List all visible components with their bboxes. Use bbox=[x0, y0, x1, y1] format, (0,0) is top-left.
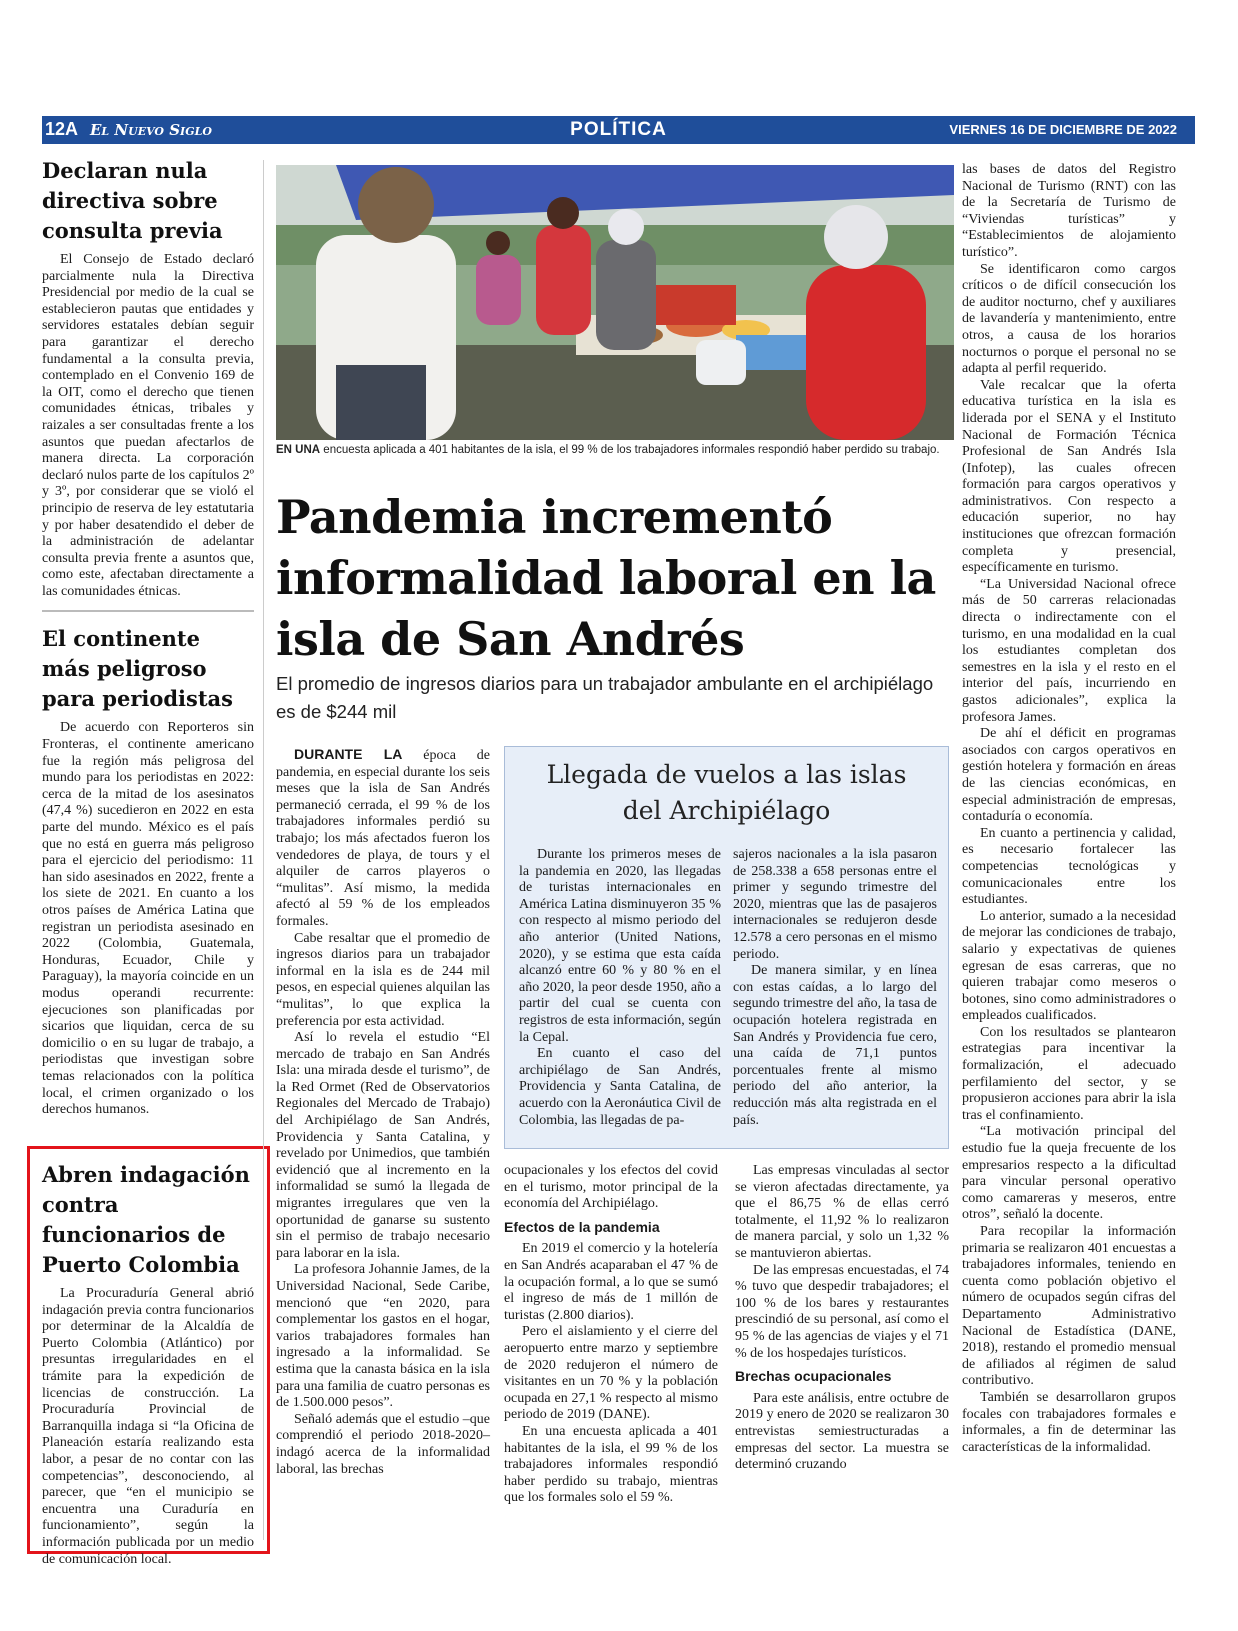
paragraph: Para este análisis, entre octubre de 2019 y enero de 2020 se realizaron 30 entrevistas semiestructuradas a empresas del sector. La muestra se determinó cruzando bbox=[735, 1390, 949, 1473]
paragraph: En cuanto a pertinencia y calidad, es necesario fortalecer las competencias tecnológicas y comunicacionales entre los estudiantes. bbox=[962, 825, 1176, 908]
main-column-2 bbox=[504, 1163, 718, 1507]
paragraph: Señaló además que el estudio –que comprendió el periodo 2018-2020– indagó acerca de la informalidad laboral, las brechas bbox=[276, 1411, 490, 1477]
paragraph: De manera similar, y en línea con estas caídas, a lo largo del segundo trimestre del año, la tasa de ocupación hotelera registrada en San Andrés y Providencia fue cero, una caída de 71,1 puntos porcentuales frente al mismo periodo del año anterior, la reducción más alta registrada en el país. bbox=[733, 963, 937, 1128]
photo-illustration bbox=[276, 165, 954, 440]
paragraph: También se desarrollaron grupos focales con trabajadores formales e informales, a fin de determinar las características de la informalidad. bbox=[962, 1389, 1176, 1455]
issue-date: VIERNES 16 DE DICIEMBRE DE 2022 bbox=[949, 122, 1177, 137]
paragraph: Las empresas vinculadas al sector se vieron afectadas directamente, ya que el 86,75 % de ellas cerró totalmente, el 11,92 % lo realizaron de manera parcial, y solo un 1,32 % se mantuvieron abiertas. bbox=[735, 1163, 949, 1261]
brief-title: El continente más peligroso para periodistas bbox=[42, 626, 233, 712]
paragraph: Con los resultados se plantearon estrategias para incentivar la formalización, el adecuado perfilamiento del sector, y se propusieron acciones para abrir la isla tras el confinamiento. bbox=[962, 1024, 1176, 1123]
brief-consulta-previa bbox=[42, 156, 254, 600]
paragraph: En una encuesta aplicada a 401 habitantes de la isla, el 99 % de los trabajadores informales respondió haber perdido su trabajo, mientras que los formales solo el 59 %. bbox=[504, 1423, 718, 1506]
main-headline: Pandemia incrementó informalidad laboral en la isla de San Andrés bbox=[276, 490, 936, 666]
paragraph: La profesora Johannie James, de la Universidad Nacional, Sede Caribe, mencionó que “en 2020, para complementar los gastos en el hogar, varios trabajadores formales han ingresado a la informalidad. Se estima que la canasta básica en la isla para una familia de cuatro personas es de 1.500.000 pesos”. bbox=[276, 1262, 490, 1411]
paragraph: Vale recalcar que la oferta educativa turística en la isla es liderada por el SENA y el Instituto Nacional de Formación Técnica Profesional de San Andrés Isla (Infotep), las cuales ofrecen formación para cargos operativos y administrativos. Con respecto a educación superior, no hay instituciones que ofrezcan formación completa y presencial, específicamente en turismo. bbox=[962, 377, 1176, 576]
subhead: Brechas ocupacionales bbox=[735, 1368, 892, 1385]
paragraph: Cabe resaltar que el promedio de ingresos diarios para un trabajador informal en la isla es de 244 mil pesos, en especial quienes alquilan las “mulitas”, lo que explica la preferencia por esta actividad. bbox=[276, 930, 490, 1029]
paragraph: sajeros nacionales a la isla pasaron de 258.338 a 658 personas entre el primer y segundo trimestre del 2020, mientras que las de pasajeros internacionales se redujeron desde 12.578 a cero personas en el mismo periodo. bbox=[733, 847, 937, 962]
paragraph: Durante los primeros meses de la pandemia en 2020, las llegadas de turistas internacionales en América Latina disminuyeron 35 % con respecto al mismo periodo del año anterior (United Nations, 2020), y se estima que esta caída alcanzó entre 60 % y 80 % en el año 2020, la peor desde 1950, año a partir del cual se cuenta con registros de esta información, según la Cepal. bbox=[519, 847, 721, 1045]
page-number: 12A bbox=[45, 119, 79, 139]
paragraph: En cuanto el caso del archipiélago de San Andrés, Providencia y Santa Catalina, de acuerdo con la Aeronáutica Civil de Colombia, las llegadas de pa- bbox=[519, 1046, 721, 1128]
brief-puerto-colombia bbox=[42, 1160, 254, 1568]
paragraph: “La motivación principal del estudio fue la queja frecuente de los empresarios respecto a la dificultad para vincular personal operativo como camareras y meseros, entre otros”, señaló la docente. bbox=[962, 1124, 1176, 1223]
paragraph: época de pandemia, en especial durante los seis meses que la isla de San Andrés permaneció cerrada, el 99 % de los trabajadores informales perdió su trabajo; los más afectados fueron los vendedores de playa, de tours y el alquiler de carros playeros o “mulitas”. Así mismo, la medida afectó al 59 % de los empleados formales. bbox=[276, 748, 491, 929]
brief-body: La Procuraduría General abrió indagación previa contra funcionarios por determinar de la Alcaldía de Puerto Colombia (Atlántico) por presuntas irregularidades en el trámite para la expedición de licencias de construcción. La Procuraduría Provincial de Barranquilla indaga si “la Oficina de Planeación estaría realizando esta labor, a pesar de no contar con las competencias”, desconociendo, al parecer, que “en el municipio se encuentra una Curaduría en funcionamiento”, según la información publicada por un medio de comunicación local. bbox=[42, 1286, 254, 1567]
paragraph: De las empresas encuestadas, el 74 % tuvo que despedir trabajadores; el 100 % de los bares y restaurantes prescindió de su personal, así como el 95 % de las agencias de viajes y el 71 % de los hospedajes turísticos. bbox=[735, 1262, 949, 1361]
right-column bbox=[962, 162, 1176, 1456]
paragraph: Lo anterior, sumado a la necesidad de mejorar las condiciones de trabajo, salario y expectativas de quienes egresan de esas carreras, que no quieren trabajar como meseros o botones, sino como administradores o empleados cualificados. bbox=[962, 908, 1176, 1024]
brief-body: El Consejo de Estado declaró parcialmente nula la Directiva Presidencial por medio de la cual se establecieron pautas que entidades y servidores estatales debían seguir para garantizar el derecho fundamental a la consulta previa, contemplado en el Convenio 169 de la OIT, como el derecho que tienen comunidades étnicas, tribales y raizales a ser consultadas frente a los asuntos que puedan afectarlos de manera directa. La corporación declaró nulos parte de los capítulos 2º y 3º, por considerar que se violó el principio de reserva de ley estatutaria y por haber desatendido el deber de la administración de adelantar consulta previa frente a asuntos que, como este, afectaban directamente a las comunidades étnicas. bbox=[42, 252, 254, 599]
section-header-band bbox=[42, 116, 1195, 144]
box-column-1 bbox=[519, 847, 721, 1129]
paragraph: Así lo revela el estudio “El mercado de trabajo en San Andrés Isla: una mirada desde el turismo”, de la Red Ormet (Red de Observatorios Regionales del Mercado de Trabajo) del Archipiélago de San Andrés, Providencia y Santa Catalina, y revelado por Unimedios, que también evidenció que al incremento en la informalidad se sumó la llegada de migrantes irregulares que ven la oportunidad de ganarse su sustento sin el permiso de trabajo necesario para laborar en la isla. bbox=[276, 1030, 490, 1261]
brief-title: Declaran nula directiva sobre consulta previa bbox=[42, 158, 223, 243]
paragraph: “La Universidad Nacional ofrece más de 50 carreras relacionadas directa o indirectamente con el turismo, en una modalidad en la cual los estudiantes completan dos semestres en la isla y el resto en el interior del país, incurriendo en gastos adicionales”, explica la profesora James. bbox=[962, 576, 1176, 725]
brief-periodistas bbox=[42, 624, 254, 1118]
divider bbox=[42, 610, 254, 612]
brief-title: Abren indagación contra funcionarios de Puerto Colombia bbox=[42, 1162, 250, 1277]
main-column-3 bbox=[735, 1163, 949, 1474]
box-title: Llegada de vuelos a las islas del Archipiélago bbox=[546, 760, 907, 825]
paragraph: Para recopilar la información primaria se realizaron 401 encuestas a trabajadores informales, teniendo en cuenta como población objetivo el número de ocupados según cifras del Departamento Administrativo Nacional de Estadística (DANE, 2018), restando el promedio mensual de afiliados al régimen de salud contributivo. bbox=[962, 1224, 1176, 1389]
left-column bbox=[42, 156, 254, 1119]
main-column-1 bbox=[276, 746, 490, 1478]
newspaper-name: El Nuevo Siglo bbox=[90, 121, 212, 139]
brief-body: De acuerdo con Reporteros sin Fronteras, el continente americano fue la región más peligrosa del mundo para los periodistas en 2022: cerca de la mitad de los asesinatos (47,4 %) sucedieron en 2022 en esta parte del mundo. México es el país que no está en guerra más peligroso para el ejercicio del periodismo: 11 han sido asesinados en 2022, frente a los siete de 2021. En cuanto a los otros países de América Latina que registran un periodista asesinado en 2022 (Colombia, Guatemala, Honduras, Ecuador, Chile y Paraguay), la mayoría coincide en un modus operandi recurrente: ejecuciones son planificadas por sicarios que liquidan, cerca de su domicilio o en su lugar de trabajo, a periodistas que investigan sobre temas relacionados con la política local, el crimen organizado o los derechos humanos. bbox=[42, 720, 254, 1118]
caption-lead: EN UNA bbox=[276, 444, 321, 456]
paragraph: las bases de datos del Registro Nacional de Turismo (RNT) con las de la Secretaría de Turismo de “Viviendas turísticas” y “Establecimientos de alojamiento turístico”. bbox=[962, 162, 1176, 260]
section-title: POLÍTICA bbox=[570, 119, 667, 140]
paragraph: De ahí el déficit en programas asociados con cargos operativos en gestión hotelera y formación en áreas de las ciencias económicas, en especial administración de empresas, contaduría o economía. bbox=[962, 726, 1176, 825]
main-deck: El promedio de ingresos diarios para un trabajador ambulante en el archipiélago es de $244 mil bbox=[276, 673, 934, 722]
subhead: Efectos de la pandemia bbox=[504, 1218, 660, 1235]
paragraph: En 2019 el comercio y la hotelería en San Andrés acaparaban el 47 % de la ocupación formal, a lo que se sumó el ingreso de más de 1 millón de turistas (2.800 diarios). bbox=[504, 1241, 718, 1323]
paragraph: ocupacionales y los efectos del covid en el turismo, motor principal de la economía del Archipiélago. bbox=[504, 1163, 718, 1212]
info-box-vuelos bbox=[504, 746, 949, 1149]
photo-caption bbox=[276, 443, 956, 458]
paragraph: Se identificaron como cargos críticos o de difícil consecución los de auditor nocturno, chef y auxiliares de lavandería y mantenimiento, entre otros, a causa de los horarios nocturnos o porque el personal no se adapta al perfil requerido. bbox=[962, 261, 1176, 377]
caption-text: encuesta aplicada a 401 habitantes de la isla, el 99 % de los trabajadores informales respondió haber perdido su trabajo. bbox=[323, 444, 940, 456]
paragraph: Pero el aislamiento y el cierre del aeropuerto entre marzo y septiembre de 2020 redujeron el número de visitantes en un 70 % y la población ocupada en 27,1 % respecto al mismo periodo de 2019 (DANE). bbox=[504, 1324, 718, 1423]
lead-in: DURANTE LA bbox=[294, 746, 403, 762]
market-vendors-photo bbox=[276, 165, 954, 440]
box-column-2 bbox=[733, 847, 937, 1129]
column-divider bbox=[263, 160, 264, 1540]
